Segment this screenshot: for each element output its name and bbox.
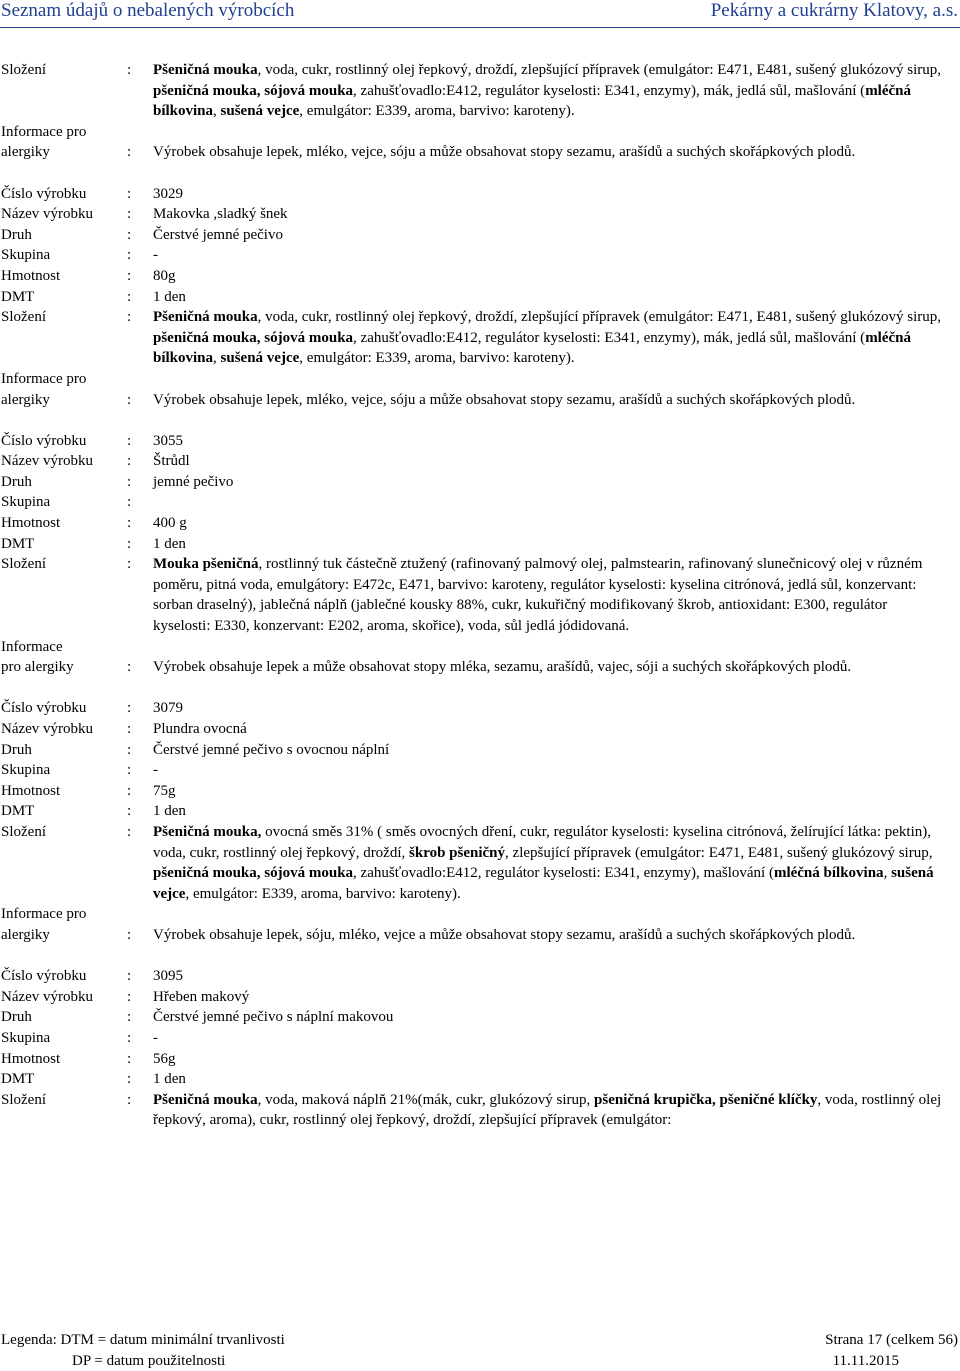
- colon: :: [127, 453, 132, 470]
- druh-label: Druh: [1, 226, 32, 243]
- info-label-label: Informace pro: [1, 906, 87, 923]
- slozeni-value: Pšeničná mouka, voda, cukr, rostlinný olej řepkový, droždí, zlepšující přípravek (emulgátor: E471, E481, sušený glukózový sirup, pšeničná mouka, sójová mouka, zahušťovadlo:E412, regulátor kyselosti: E341, enzymy), mák, jedlá sůl, mašlování (mléčná bílkovina, sušená vejce, emulgátor: E339, aroma, barvivo: karoteny).: [153, 62, 942, 120]
- nazev-row: [1, 987, 959, 1008]
- skupina-label: Skupina: [1, 247, 51, 264]
- nazev-value: Makovka ,sladký šnek: [153, 206, 288, 223]
- hmotnost-value: 75g: [153, 782, 176, 799]
- dmt-label: DMT: [1, 288, 35, 305]
- nazev-value: Štrůdl: [153, 453, 190, 470]
- info-label-label: Informace pro: [1, 370, 87, 387]
- dmt-row: [1, 287, 959, 308]
- nazev-row: [1, 719, 959, 740]
- footer-date: 11.11.2015: [832, 1353, 899, 1369]
- cislo-row: [1, 431, 959, 452]
- dmt-row: [1, 1069, 959, 1090]
- info-label-row: [1, 369, 959, 390]
- colon: :: [127, 247, 132, 264]
- colon: :: [127, 1050, 132, 1067]
- nazev-label: Název výrobku: [1, 721, 94, 737]
- slozeni-row: [1, 822, 959, 904]
- dmt-label: DMT: [1, 535, 35, 552]
- hmotnost-value: 56g: [153, 1050, 176, 1067]
- nazev-value: Hřeben makový: [153, 988, 250, 1005]
- skupina-label: Skupina: [1, 494, 51, 511]
- colon: :: [127, 144, 132, 161]
- hmotnost-row: [1, 513, 959, 534]
- cislo-value: 3055: [153, 432, 183, 449]
- colon: :: [127, 659, 132, 676]
- alergiky-label: pro alergiky: [1, 659, 74, 676]
- colon: :: [127, 535, 132, 552]
- alergiky-label: alergiky: [1, 391, 50, 408]
- alergiky-label: alergiky: [1, 144, 50, 161]
- hmotnost-row: [1, 781, 959, 802]
- colon: :: [127, 968, 132, 985]
- cislo-label: Číslo výrobku: [1, 185, 87, 202]
- druh-row: [1, 225, 959, 246]
- alergiky-value: Výrobek obsahuje lepek, mléko, vejce, sóju a může obsahovat stopy sezamu, arašídů a suchých skořápkových plodů.: [153, 144, 856, 161]
- colon: :: [127, 782, 132, 799]
- hmotnost-value: 400 g: [153, 515, 187, 532]
- alergiky-row: [1, 142, 959, 163]
- slozeni-value: Mouka pšeničná, rostlinný tuk částečně ztužený (rafinovaný palmový olej, palmstearin, rafinovaný slunečnicový olej v různém poměru, pitná voda, emulgátory: E472c, E471, barvivo: karoteny, regulátor kyselosti: kyselina citrónová, jedlá sůl, konzervant: sorban draselný), jablečná náplň (jablečné kousky 88%, cukr, kukuřičný modifikovaný škrob, antioxidant: E300, regulátor kyselosti: E330, konzervant: E202, aroma, skořice), voda, sůl jedlá jódidovaná.: [153, 556, 923, 635]
- druh-label: Druh: [1, 741, 32, 758]
- hmotnost-value: 80g: [153, 267, 176, 284]
- dmt-value: 1 den: [153, 803, 186, 820]
- page-number: Strana 17 (celkem 56): [825, 1332, 958, 1348]
- colon: :: [127, 700, 132, 717]
- druh-value: jemné pečivo: [153, 473, 234, 490]
- colon: :: [127, 515, 132, 532]
- info-label-row: [1, 904, 959, 925]
- alergiky-row: [1, 925, 959, 946]
- alergiky-label: alergiky: [1, 926, 50, 943]
- slozeni-label: Složení: [1, 556, 46, 573]
- slozeni-label: Složení: [1, 823, 46, 840]
- alergiky-row: [1, 390, 959, 411]
- dmt-value: 1 den: [153, 288, 186, 305]
- info-label-row: [1, 122, 959, 143]
- colon: :: [127, 988, 132, 1005]
- colon: :: [127, 1029, 132, 1046]
- colon: :: [127, 762, 132, 779]
- druh-value: Čerstvé jemné pečivo: [153, 226, 283, 243]
- alergiky-value: Výrobek obsahuje lepek a může obsahovat stopy mléka, sezamu, arašídů, vajec, sóji a suchých skořápkových plodů.: [153, 659, 852, 676]
- druh-label: Druh: [1, 473, 32, 490]
- colon: :: [127, 823, 132, 840]
- hmotnost-label: Hmotnost: [1, 782, 61, 799]
- alergiky-value: Výrobek obsahuje lepek, mléko, vejce, sóju a může obsahovat stopy sezamu, arašídů a suchých skořápkových plodů.: [153, 391, 856, 408]
- cislo-row: [1, 966, 959, 987]
- colon: :: [127, 1071, 132, 1088]
- cislo-label: Číslo výrobku: [1, 700, 87, 717]
- colon: :: [127, 494, 132, 511]
- dmt-value: 1 den: [153, 1071, 186, 1088]
- cislo-label: Číslo výrobku: [1, 432, 87, 449]
- slozeni-label: Složení: [1, 62, 46, 78]
- slozeni-row: [1, 307, 959, 369]
- colon: :: [127, 185, 132, 202]
- cislo-value: 3095: [153, 968, 183, 985]
- colon: :: [127, 721, 132, 737]
- colon: :: [127, 432, 132, 449]
- skupina-row: [1, 760, 959, 781]
- product-block-partial: [1, 60, 959, 163]
- colon: :: [127, 741, 132, 758]
- slozeni-row: [1, 1090, 959, 1131]
- product-block: [1, 966, 959, 1131]
- block-spacer: [1, 410, 959, 431]
- skupina-value: -: [153, 762, 158, 779]
- header-divider: [0, 27, 960, 28]
- nazev-label: Název výrobku: [1, 206, 94, 223]
- dmt-value: 1 den: [153, 535, 186, 552]
- info-label-label: Informace: [1, 638, 63, 655]
- cislo-row: [1, 184, 959, 205]
- cislo-row: [1, 698, 959, 719]
- slozeni-value: Pšeničná mouka, voda, maková náplň 21%(mák, cukr, glukózový sirup, pšeničná krupička, pšeničné klíčky, voda, rostlinný olej řepkový, aroma), cukr, rostlinný olej řepkový, droždí, zlepšující přípravek (emulgátor:: [153, 1091, 942, 1129]
- nazev-label: Název výrobku: [1, 988, 94, 1005]
- colon: :: [127, 391, 132, 408]
- druh-row: [1, 1007, 959, 1028]
- hmotnost-row: [1, 1049, 959, 1070]
- dmt-label: DMT: [1, 803, 35, 820]
- colon: :: [127, 226, 132, 243]
- colon: :: [127, 926, 132, 943]
- colon: :: [127, 803, 132, 820]
- block-spacer: [1, 163, 959, 184]
- header-company: Pekárny a cukrárny Klatovy, a.s.: [710, 0, 958, 21]
- skupina-row: [1, 245, 959, 266]
- skupina-row: [1, 1028, 959, 1049]
- slozeni-row: [1, 554, 959, 636]
- legend-dp: DP = datum použitelnosti: [72, 1353, 226, 1369]
- cislo-value: 3029: [153, 185, 183, 202]
- dmt-label: DMT: [1, 1071, 35, 1088]
- skupina-value: -: [153, 247, 158, 264]
- druh-label: Druh: [1, 1009, 32, 1026]
- product-block: [1, 184, 959, 411]
- header-title: Seznam údajů o nebalených výrobcích: [1, 0, 295, 21]
- skupina-value: -: [153, 1029, 158, 1046]
- nazev-value: Plundra ovocná: [153, 721, 247, 737]
- document-body: [1, 60, 959, 1131]
- colon: :: [127, 309, 132, 326]
- cislo-value: 3079: [153, 700, 183, 717]
- block-spacer: [1, 678, 959, 699]
- info-label: Informace pro: [1, 123, 87, 140]
- dmt-row: [1, 801, 959, 822]
- hmotnost-label: Hmotnost: [1, 1050, 61, 1067]
- nazev-label: Název výrobku: [1, 453, 94, 470]
- hmotnost-label: Hmotnost: [1, 515, 61, 532]
- slozeni-value: Pšeničná mouka, voda, cukr, rostlinný olej řepkový, droždí, zlepšující přípravek (emulgátor: E471, E481, sušený glukózový sirup, pšeničná mouka, sójová mouka, zahušťovadlo:E412, regulátor kyselosti: E341, enzymy), mák, jedlá sůl, mašlování (mléčná bílkovina, sušená vejce, emulgátor: E339, aroma, barvivo: karoteny).: [153, 309, 942, 367]
- legend-dtm: Legenda: DTM = datum minimální trvanlivosti: [1, 1332, 285, 1348]
- cislo-label: Číslo výrobku: [1, 968, 87, 985]
- colon: :: [127, 206, 132, 223]
- slozeni-row: [1, 60, 959, 122]
- colon: :: [127, 288, 132, 305]
- nazev-row: [1, 451, 959, 472]
- colon: :: [127, 1009, 132, 1026]
- colon: :: [127, 62, 132, 78]
- info-label-row: [1, 637, 959, 658]
- colon: :: [127, 473, 132, 490]
- skupina-row: [1, 492, 959, 513]
- skupina-label: Skupina: [1, 762, 51, 779]
- slozeni-value: Pšeničná mouka, ovocná směs 31% ( směs ovocných dření, cukr, regulátor kyselosti: kyselina citrónová, želírující látka: pektin), voda, cukr, rostlinný olej řepkový, droždí, škrob pšeničný, zlepšující přípravek (emulgátor: E471, E481, sušený glukózový sirup, pšeničná mouka, sójová mouka, zahušťovadlo:E412, regulátor kyselosti: E341, enzymy), mašlování (mléčná bílkovina, sušená vejce, emulgátor: E339, aroma, barvivo: karoteny).: [153, 823, 934, 902]
- hmotnost-label: Hmotnost: [1, 267, 61, 284]
- colon: :: [127, 556, 132, 573]
- slozeni-label: Složení: [1, 309, 46, 326]
- druh-row: [1, 740, 959, 761]
- slozeni-label: Složení: [1, 1091, 46, 1108]
- druh-value: Čerstvé jemné pečivo s ovocnou náplní: [153, 741, 390, 758]
- nazev-row: [1, 204, 959, 225]
- colon: :: [127, 1091, 132, 1108]
- hmotnost-row: [1, 266, 959, 287]
- skupina-label: Skupina: [1, 1029, 51, 1046]
- druh-value: Čerstvé jemné pečivo s náplní makovou: [153, 1009, 394, 1026]
- product-block: [1, 698, 959, 945]
- product-block: [1, 431, 959, 678]
- block-spacer: [1, 946, 959, 967]
- dmt-row: [1, 534, 959, 555]
- page-header: [0, 0, 960, 22]
- alergiky-value: Výrobek obsahuje lepek, sóju, mléko, vejce a může obsahovat stopy sezamu, arašídů a suchých skořápkových plodů.: [153, 926, 856, 943]
- skupina-value: [153, 492, 959, 513]
- druh-row: [1, 472, 959, 493]
- colon: :: [127, 267, 132, 284]
- alergiky-row: [1, 657, 959, 678]
